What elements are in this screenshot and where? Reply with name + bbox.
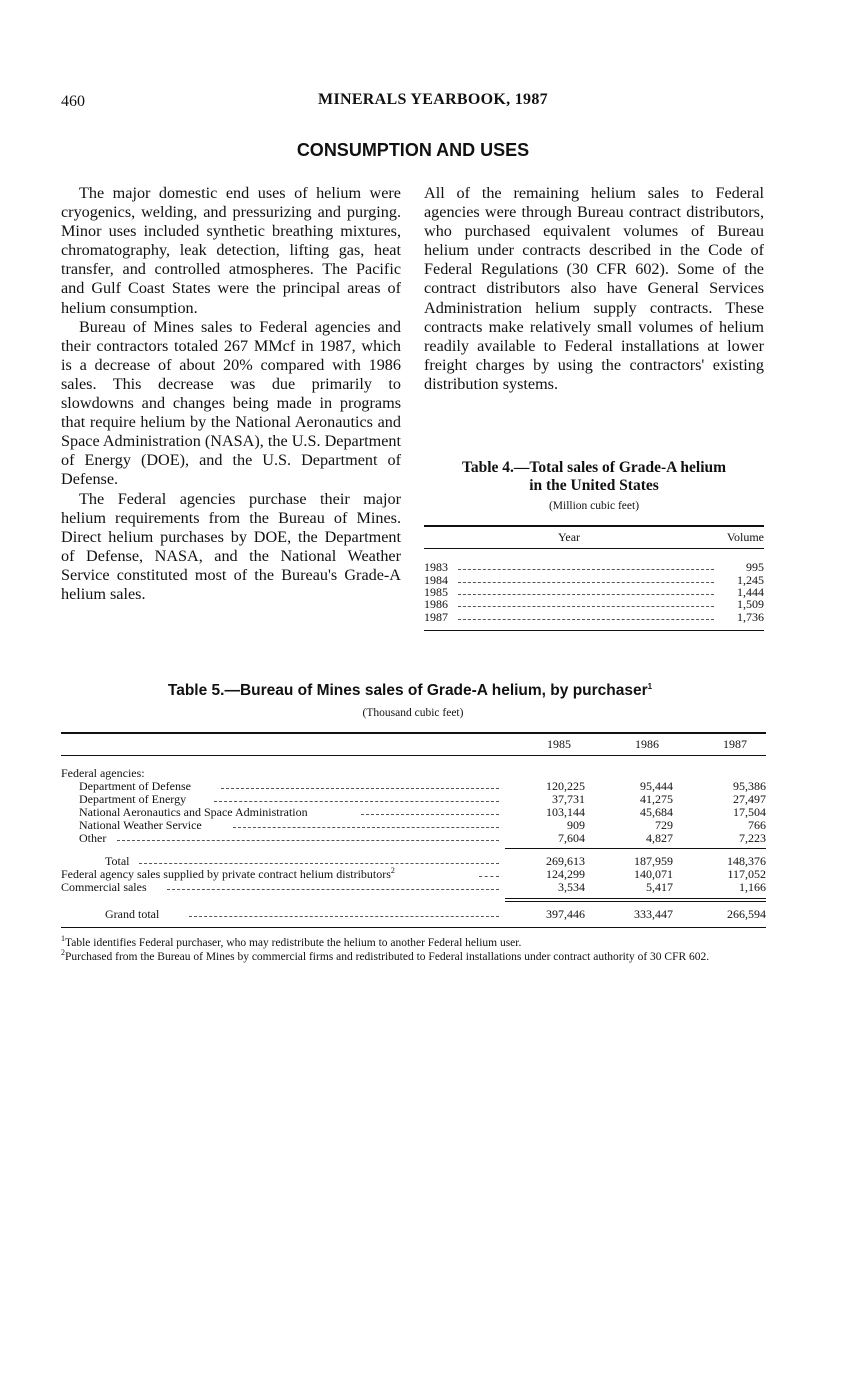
table5-col-year: 1986 — [635, 737, 659, 751]
table4-title — [424, 459, 764, 495]
table5-bottom-rule — [61, 927, 766, 928]
table5-row-label: Commercial sales — [61, 880, 147, 894]
leader-dots — [458, 606, 714, 607]
table5-group-label: Federal agencies: — [61, 766, 145, 780]
leader-dots — [458, 619, 714, 620]
table5-subtotal-rule — [505, 848, 766, 849]
footnote-mark: 1 — [61, 934, 65, 944]
table5-grandtotal-rule-2 — [505, 901, 766, 902]
table5-cell: 124,299 — [546, 867, 585, 881]
table4-volume: 1,444 — [737, 585, 764, 599]
table4-head-rule — [424, 548, 764, 549]
table5-cell: 766 — [748, 818, 766, 832]
leader-dots — [361, 814, 499, 815]
table5-cell: 140,071 — [634, 867, 673, 881]
section-title: CONSUMPTION AND USES — [296, 140, 530, 160]
footnote-text: Table identifies Federal purchaser, who may redistribute the helium to another Federal helium user. — [65, 937, 522, 949]
leader-dots — [458, 569, 714, 570]
table4-row — [424, 561, 764, 574]
table4-row — [424, 611, 764, 624]
leader-dots — [214, 801, 499, 802]
table4-volume: 1,736 — [737, 610, 764, 624]
table5-cell: 5,417 — [646, 880, 673, 894]
table4-top-rule — [424, 525, 764, 527]
table4-year: 1986 — [424, 597, 448, 611]
table4-year: 1985 — [424, 585, 448, 599]
footnote-mark: 2 — [61, 948, 65, 958]
table5-row-label: Department of Energy — [79, 792, 187, 806]
table5-cell: 3,534 — [558, 880, 585, 894]
table4-year: 1983 — [424, 560, 448, 574]
table4-col-year: Year — [557, 530, 581, 544]
table5-cell: 266,594 — [727, 907, 766, 921]
leader-dots — [458, 594, 714, 595]
table5-cell: 333,447 — [634, 907, 673, 921]
table5-row-label: Grand total — [105, 907, 160, 921]
table5-cell: 7,223 — [739, 831, 766, 845]
table5-cell: 17,504 — [733, 805, 766, 819]
table5-cell: 7,604 — [558, 831, 585, 845]
table5-row-label: National Weather Service — [79, 818, 202, 832]
table5-cell: 269,613 — [546, 854, 585, 868]
table4-unit: (Million cubic feet) — [548, 500, 640, 512]
table5-row-label: National Aeronautics and Space Administration — [79, 805, 308, 819]
table4-title-line1: Table 4.—Total sales of Grade-A helium — [461, 459, 727, 476]
table5-cell: 45,684 — [640, 805, 673, 819]
table5-cell: 1,166 — [739, 880, 766, 894]
right-column — [424, 184, 764, 394]
table5-cell: 120,225 — [546, 779, 585, 793]
table5-cell: 41,275 — [640, 792, 673, 806]
table5-title-sup: 1 — [647, 681, 653, 691]
table5-col-year: 1987 — [723, 737, 747, 751]
table4-volume: 1,245 — [737, 573, 764, 587]
table5-row — [61, 832, 766, 845]
table4-year: 1984 — [424, 573, 448, 587]
table5-row — [61, 881, 766, 894]
leader-dots — [458, 582, 714, 583]
table5-title-text: Table 5.—Bureau of Mines sales of Grade-A helium, by purchaser — [167, 682, 648, 699]
footnote-ref: 2 — [390, 866, 395, 875]
table4-row — [424, 598, 764, 611]
table4-title-line2: in the United States — [529, 477, 659, 494]
leader-dots — [479, 876, 499, 877]
leader-dots — [233, 827, 499, 828]
table4-volume: 1,509 — [737, 597, 764, 611]
table4-volume: 995 — [746, 560, 764, 574]
table5-cell: 103,144 — [546, 805, 585, 819]
table4-year: 1987 — [424, 610, 448, 624]
table5-cell: 95,386 — [733, 779, 766, 793]
table5-cell: 148,376 — [727, 854, 766, 868]
running-head: MINERALS YEARBOOK, 1987 — [318, 91, 548, 108]
paragraph: Bureau of Mines sales to Federal agencies and their contractors totaled 267 MMcf in 1987, which is a decrease of about 20% compared with 1986 sales. This decrease was due primarily to slowdowns and changes being made in programs that require helium by the National Aeronautics and Space Administration (NASA), the U.S. Department of Energy (DOE), and the U.S. Department of Defense. — [61, 317, 401, 489]
table5-row-label: Total — [105, 854, 130, 868]
table5-cell: 909 — [567, 818, 585, 832]
table5-cell: 117,052 — [727, 867, 766, 881]
paragraph: The Federal agencies purchase their major helium requirements from the Bureau of Mines. Direct helium purchases by DOE, the Department of Defense, NASA, and the National Weather Service constituted most of the Bureau's Grade-A helium sales. — [61, 489, 401, 603]
leader-dots — [139, 863, 499, 864]
table5-cell: 397,446 — [546, 907, 585, 921]
leader-dots — [221, 788, 499, 789]
table5-cell: 27,497 — [733, 792, 766, 806]
table5-cell: 729 — [655, 818, 673, 832]
table4-col-volume: Volume — [726, 530, 764, 544]
leader-dots — [167, 889, 499, 890]
table5-top-rule — [61, 732, 766, 734]
page-number: 460 — [61, 93, 85, 110]
table5-row-label: Other — [79, 831, 107, 845]
table5-unit: (Thousand cubic feet) — [362, 707, 464, 719]
table4-bottom-rule — [424, 630, 764, 631]
leader-dots — [117, 840, 499, 841]
footnote — [61, 948, 766, 964]
table5-cell: 95,444 — [640, 779, 673, 793]
footnote — [61, 934, 766, 950]
table5-row-label-text: Federal agency sales supplied by private contract helium distributors — [61, 867, 391, 881]
table5-grandtotal-rule — [505, 898, 766, 899]
table5-cell: 4,827 — [646, 831, 673, 845]
footnote-text: Purchased from the Bureau of Mines by commercial firms and redistributed to Federal installations under contract authority of 30 CFR 602. — [65, 951, 710, 963]
table5-col-year: 1985 — [547, 737, 571, 751]
table5-head-rule — [61, 755, 766, 756]
paragraph: The major domestic end uses of helium were cryogenics, welding, and pressurizing and purging. Minor uses included synthetic breathing mixtures, chromatography, leak detection, lifting gas, heat transfer, and controlled atmospheres. The Pacific and Gulf Coast States were the principal areas of helium consumption. — [61, 184, 401, 317]
leader-dots — [189, 916, 499, 917]
table5-row-label: Department of Defense — [79, 779, 191, 793]
table5-title — [0, 682, 820, 700]
paragraph: All of the remaining helium sales to Federal agencies were through Bureau contract distributors, who purchased equivalent volumes of Bureau helium under contracts described in the Code of Federal Regulations (30 CFR 602). Some of the contract distributors also have General Services Administration helium supply contracts. These contracts make relatively small volumes of helium readily available to Federal installations at lower freight charges by using the contractors' existing distribution systems. — [424, 184, 764, 393]
table5-grandtotal-row — [61, 908, 766, 921]
table5-cell: 187,959 — [634, 854, 673, 868]
left-column — [61, 184, 401, 604]
table5-cell: 37,731 — [552, 792, 585, 806]
